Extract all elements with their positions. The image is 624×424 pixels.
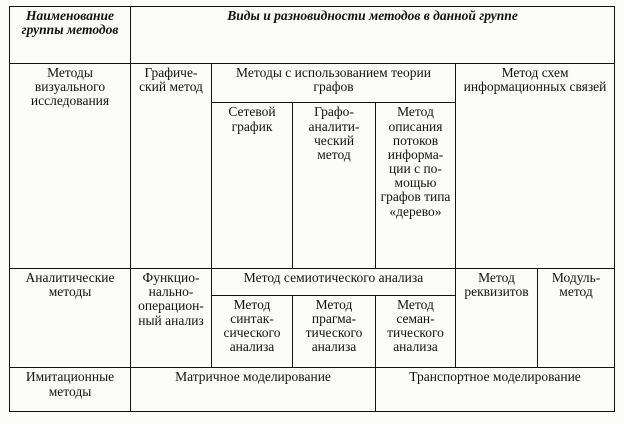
semiotic-analysis-method: Метод семиотического анализа — [212, 269, 456, 296]
info-links-scheme-method: Метод схем информационных связей — [456, 63, 615, 268]
header-group-name: Наименование группы методов — [10, 7, 131, 64]
transport-modeling: Транспортное моделирование — [376, 368, 615, 412]
table-row — [10, 269, 615, 296]
pragmatic-analysis-method: Метод прагма-тического анализа — [293, 295, 376, 368]
group-analytic-methods: Аналитические методы — [10, 269, 131, 368]
header-method-kinds: Виды и разновидности методов в данной группе — [131, 7, 615, 64]
functional-operational-analysis: Функцио-нально-операцион-ный анализ — [131, 269, 212, 368]
flow-description-method: Метод описания потоков информа-ции с по-мощью графов типа «дерево» — [376, 103, 456, 269]
group-visual-methods: Методы визуального исследования — [10, 63, 131, 268]
table-row — [10, 63, 615, 102]
graphic-method: Графиче-ский метод — [131, 63, 212, 268]
syntactic-analysis-method: Метод синтак-сического анализа — [212, 295, 293, 368]
network-graph-method: Сетевой график — [212, 103, 293, 269]
methods-table — [9, 6, 615, 412]
group-simulation-methods: Имитационные методы — [10, 368, 131, 412]
table-row — [10, 7, 615, 64]
semantic-analysis-method: Метод семан-тического анализа — [376, 295, 456, 368]
modular-method: Модуль-метод — [538, 269, 615, 368]
grapho-analytic-method: Графо-аналити-ческий метод — [293, 103, 376, 269]
graph-theory-methods: Методы с использованием теории графов — [212, 63, 456, 102]
table-row — [10, 368, 615, 412]
matrix-modeling: Матричное моделирование — [131, 368, 376, 412]
requisites-method: Метод реквизитов — [456, 269, 538, 368]
